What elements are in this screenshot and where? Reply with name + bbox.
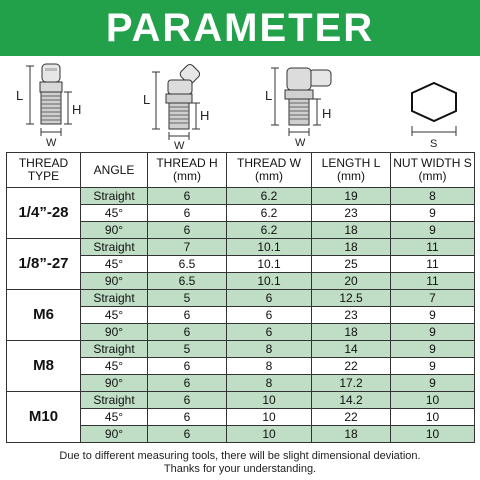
thread-h-cell: 6: [148, 358, 227, 375]
angle-cell: 90°: [81, 222, 148, 239]
length-l-cell: 18: [312, 324, 391, 341]
thread-h-cell: 7: [148, 239, 227, 256]
nut-width-s-cell: 9: [391, 307, 475, 324]
thread-h-cell: 6.5: [148, 256, 227, 273]
angle-cell: 90°: [81, 426, 148, 443]
thread-type-cell: 1/4”-28: [7, 188, 81, 239]
thread-h-label: H: [322, 106, 332, 121]
title-banner: [0, 0, 480, 56]
length-l-cell: 23: [312, 307, 391, 324]
nut-width-s-cell: 10: [391, 426, 475, 443]
length-l-label: L: [143, 92, 151, 107]
header-length-l: LENGTH L (mm): [312, 153, 391, 188]
header-thread-w: THREAD W (mm): [227, 153, 312, 188]
nut-width-s-cell: 11: [391, 273, 475, 290]
angle-cell: 45°: [81, 307, 148, 324]
thread-h-cell: 5: [148, 290, 227, 307]
thread-w-cell: 10: [227, 409, 312, 426]
thread-w-cell: 8: [227, 375, 312, 392]
length-l-cell: 17.2: [312, 375, 391, 392]
thread-h-label: H: [72, 102, 82, 117]
nut-width-s-cell: 9: [391, 341, 475, 358]
angle-cell: Straight: [81, 188, 148, 205]
angle-cell: 90°: [81, 273, 148, 290]
diagram-row: [0, 58, 480, 150]
nut-width-s-cell: 8: [391, 188, 475, 205]
header-thread-h: THREAD H (mm): [148, 153, 227, 188]
thread-h-cell: 6: [148, 307, 227, 324]
thread-h-cell: 6: [148, 222, 227, 239]
thread-h-cell: 6: [148, 205, 227, 222]
nut-width-s-cell: 10: [391, 392, 475, 409]
length-l-cell: 18: [312, 239, 391, 256]
thread-w-cell: 10: [227, 392, 312, 409]
header-thread-type: THREAD TYPE: [7, 153, 81, 188]
thread-w-label: W: [295, 137, 306, 149]
angle-cell: Straight: [81, 392, 148, 409]
table-row: [7, 188, 475, 205]
nut-width-s-cell: 9: [391, 358, 475, 375]
angle-cell: 45°: [81, 358, 148, 375]
table-row: [7, 239, 475, 256]
hex-nut-diagram: [395, 58, 475, 150]
angle-cell: 45°: [81, 409, 148, 426]
length-l-cell: 14.2: [312, 392, 391, 409]
thread-w-label: W: [174, 140, 185, 150]
length-l-cell: 19: [312, 188, 391, 205]
length-l-cell: 25: [312, 256, 391, 273]
parameter-table: [6, 152, 475, 443]
nut-width-s-cell: 10: [391, 409, 475, 426]
angle90-fitting-diagram: [265, 58, 355, 150]
length-l-label: L: [16, 88, 24, 103]
straight-fitting-diagram: [10, 58, 90, 150]
footer-line-2: Thanks for your understanding.: [163, 463, 317, 475]
angle-cell: 45°: [81, 256, 148, 273]
length-l-cell: 20: [312, 273, 391, 290]
thread-h-cell: 6: [148, 188, 227, 205]
nut-width-s-cell: 9: [391, 324, 475, 341]
angle-cell: 90°: [81, 375, 148, 392]
length-l-cell: 12.5: [312, 290, 391, 307]
thread-w-cell: 8: [227, 341, 312, 358]
length-l-cell: 18: [312, 426, 391, 443]
thread-type-cell: 1/8”-27: [7, 239, 81, 290]
footer-line-1: Due to different measuring tools, there will be slight dimensional deviation.: [59, 450, 421, 462]
thread-h-cell: 6: [148, 375, 227, 392]
nut-width-s-cell: 9: [391, 375, 475, 392]
length-l-cell: 22: [312, 409, 391, 426]
thread-h-cell: 6: [148, 392, 227, 409]
nut-width-s-cell: 11: [391, 239, 475, 256]
angle-cell: Straight: [81, 341, 148, 358]
table-body: [7, 188, 475, 443]
thread-h-cell: 5: [148, 341, 227, 358]
nut-width-s-cell: 7: [391, 290, 475, 307]
thread-type-cell: M8: [7, 341, 81, 392]
table-header: [7, 153, 475, 188]
angle-cell: 45°: [81, 205, 148, 222]
thread-h-label: H: [200, 108, 210, 123]
thread-h-cell: 6: [148, 324, 227, 341]
table-row: [7, 341, 475, 358]
thread-w-cell: 6.2: [227, 205, 312, 222]
table-row: [7, 290, 475, 307]
nut-width-s-cell: 11: [391, 256, 475, 273]
angle-cell: Straight: [81, 290, 148, 307]
angle45-fitting-diagram: [140, 58, 230, 150]
thread-h-cell: 6: [148, 409, 227, 426]
thread-w-cell: 10.1: [227, 256, 312, 273]
angle-cell: Straight: [81, 239, 148, 256]
nut-width-s-cell: 9: [391, 222, 475, 239]
thread-w-cell: 10: [227, 426, 312, 443]
thread-w-cell: 6.2: [227, 222, 312, 239]
length-l-cell: 14: [312, 341, 391, 358]
thread-w-cell: 6: [227, 290, 312, 307]
thread-h-cell: 6.5: [148, 273, 227, 290]
angle-cell: 90°: [81, 324, 148, 341]
header-angle: ANGLE: [81, 153, 148, 188]
thread-w-cell: 10.1: [227, 273, 312, 290]
nut-width-s-cell: 9: [391, 205, 475, 222]
length-l-label: L: [265, 88, 273, 103]
thread-w-cell: 10.1: [227, 239, 312, 256]
page-title: PARAMETER: [105, 5, 375, 50]
thread-w-cell: 8: [227, 358, 312, 375]
length-l-cell: 23: [312, 205, 391, 222]
thread-h-cell: 6: [148, 426, 227, 443]
footer-note: [0, 450, 480, 476]
thread-w-label: W: [46, 137, 57, 149]
thread-type-cell: M10: [7, 392, 81, 443]
table-row: [7, 392, 475, 409]
thread-w-cell: 6.2: [227, 188, 312, 205]
nut-width-s-label: S: [430, 138, 438, 150]
length-l-cell: 22: [312, 358, 391, 375]
thread-w-cell: 6: [227, 324, 312, 341]
header-nut-width-s: NUT WIDTH S (mm): [391, 153, 475, 188]
thread-type-cell: M6: [7, 290, 81, 341]
thread-w-cell: 6: [227, 307, 312, 324]
length-l-cell: 18: [312, 222, 391, 239]
